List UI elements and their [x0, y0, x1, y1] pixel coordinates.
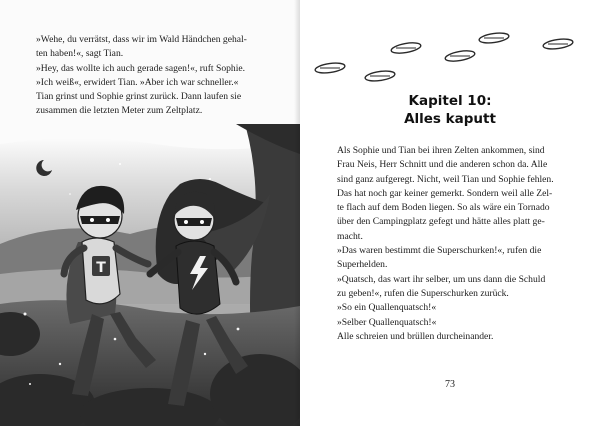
text-line: »So ein Quallenquatsch!«	[337, 302, 437, 314]
hero-boy-eye	[90, 218, 94, 222]
text-line: zusammen die letzten Meter zum Zeltplatz.	[36, 105, 203, 117]
text-line: Als Sophie und Tian bei ihren Zelten ankommen, sind	[337, 145, 545, 156]
text-line: zu geben!«, rufen die Superschurken zurück.	[337, 287, 509, 299]
hero-girl-eye	[184, 220, 188, 224]
text-line: »Quatsch, das wart ihr selber, um uns dann die Schuld	[337, 273, 546, 285]
left-page-text	[36, 33, 286, 119]
text-line: Alle schreien und brüllen durcheinander.	[337, 330, 494, 342]
text-line: »Hey, das wollte ich auch gerade sagen!«, ruft Sophie.	[36, 62, 246, 74]
hero-girl-mask	[176, 218, 212, 226]
text-line: »Ich weiß«, erwidert Tian. »Aber ich war schneller.«	[36, 76, 239, 88]
chapter-name: Alles kaputt	[404, 111, 496, 127]
text-line: macht.	[337, 230, 363, 242]
hero-girl-eye	[200, 220, 204, 224]
text-line: sind ganz aufgeregt. Nicht, weil Tian und Sophie fehlen.	[337, 173, 554, 185]
chapter-number: Kapitel 10:	[408, 93, 492, 109]
hero-boy-mask	[80, 216, 120, 224]
right-page-text	[337, 144, 577, 344]
text-line: ten haben!«, sagt Tian.	[36, 48, 124, 60]
text-line: te flach auf dem Boden liegen. So als wäre ein Tornado	[337, 202, 550, 214]
text-line: Das hat noch gar keiner gemerkt. Sondern weil alle Zel-	[337, 187, 553, 199]
text-line: Superhelden.	[337, 259, 388, 271]
text-line: »Wehe, du verrätst, dass wir im Wald Händchen gehal-	[36, 34, 247, 45]
text-line: Frau Neis, Herr Schnitt und die anderen schon da. Alle	[337, 159, 548, 171]
text-line: Tian grinst und Sophie grinst zurück. Dann laufen sie	[36, 91, 242, 103]
superheroes-running-night-illustration	[0, 124, 300, 426]
text-line: über den Campingplatz gefegt und hätte alles platt ge-	[337, 216, 545, 228]
footprints-icon	[310, 28, 600, 88]
page-number: 73	[445, 379, 455, 390]
text-line: »Selber Quallenquatsch!«	[337, 316, 437, 328]
chapter-title	[300, 92, 600, 128]
text-line: »Das waren bestimmt die Superschurken!«, rufen die	[337, 245, 542, 257]
hero-boy-emblem-letter: T	[96, 260, 106, 276]
hero-boy-eye	[106, 218, 110, 222]
